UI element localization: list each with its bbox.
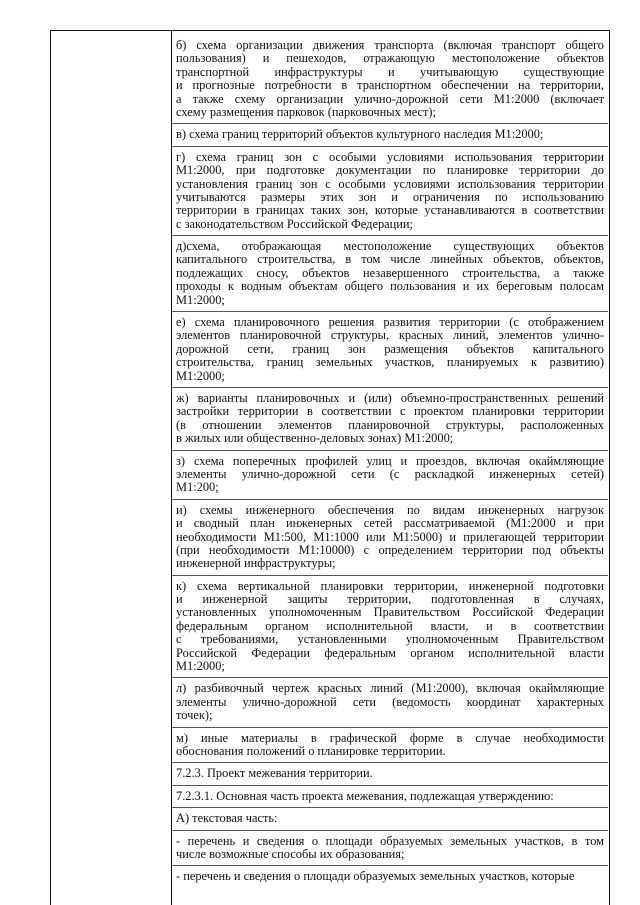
row-divider [172,146,608,147]
text-line: пользования) и пешеходов, отражающую местоположение объектов [176,51,604,66]
table-cell [176,452,604,498]
table-cell [176,36,604,122]
table-cell [176,577,604,677]
table-cell [176,867,604,886]
text-line: л) разбивочный чертеж красных линий (М1:2000), включая окаймляющие [176,681,604,696]
text-line: А) текстовая часть: [176,811,278,826]
text-line: с требованиями, установленными уполномоченным Правительством [176,632,604,647]
text-line: и прогнозные потребности в транспортном обеспечении на территории, [176,78,604,93]
text-line: (при необходимости М1:10000) с определением территории под объекты [176,542,604,557]
table-cell [176,679,604,725]
text-line: М1:2000; [176,292,225,307]
text-line: капитального строительства, в том числе линейных объектов, объектов, [176,252,604,267]
row-divider [172,387,608,388]
row-divider [172,677,608,678]
row-divider [172,123,608,124]
table-cell [176,832,604,865]
text-line: в) схема границ территорий объектов культурного наследия М1:2000; [176,127,544,142]
text-line: и инженерной защиты территории, подготовленная в случаях, [176,592,604,607]
row-divider [172,311,608,312]
text-line: М1:2000, при подготовке документации по планировке территории до [176,163,604,178]
text-line: элементы улично-дорожной сети (ведомость координат характерных [176,694,604,709]
text-line: г) схема границ зон с особыми условиями использования территории [176,149,604,164]
table-right-border [609,30,610,905]
row-divider [172,865,608,866]
text-line: 7.2.3. Проект межевания территории. [176,766,373,781]
table-cell [176,313,604,386]
text-line: установления границ зон с особыми условиями использования территории [176,176,604,191]
text-line: установленных уполномоченным Правительством Российской Федерации [176,605,604,620]
text-line: 7.2.3.1. Основная часть проекта межевания, подлежащая утверждению: [176,788,554,803]
text-line: схему размещения парковок (парковочных мест); [176,104,436,119]
text-line: элементы улично-дорожной сети (с раскладкой инженерных сетей) [176,466,604,481]
text-line: застройки территории в соответствии с проектом планировки территории [176,404,604,419]
row-divider [172,499,608,500]
table-cell [176,148,604,234]
table-cell [176,729,604,762]
column-divider [171,30,172,905]
text-line: - перечень и сведения о площади образуемых земельных участков, которые [176,869,575,884]
row-divider [172,450,608,451]
table-cell [176,787,604,806]
text-line: строительства, границ земельных участков, планируемых к развитию) [176,355,604,370]
row-divider [172,727,608,728]
text-line: транспортной инфраструктуры и учитывающую существующие [176,64,604,79]
text-line: М1:200; [176,480,219,495]
text-line: обоснования положений о планировке территории. [176,743,446,758]
text-line: М1:2000; [176,368,225,383]
table-cell [176,501,604,574]
row-divider [172,575,608,576]
text-line: з) схема поперечных профилей улиц и проездов, включая окаймляющие [176,453,604,468]
text-line: инженерной инфраструктуры; [176,556,336,571]
text-line: элементов планировочной структуры, красных линий, элементов улично- [176,328,604,343]
text-line: ж) варианты планировочных и (или) объемно-пространственных решений [176,390,604,405]
text-line: проходы к водным объектам общего пользования и их береговым полосам [176,279,604,294]
text-line: числе возможные способы их образования; [176,846,405,861]
text-line: Российской Федерации федеральным органом исполнительной власти [176,645,604,660]
text-line: (в отношении элементов планировочной структуры, расположенных [176,417,604,432]
table-cell [176,125,604,144]
text-line: в жилых или общественно-деловых зонах) М1:2000; [176,431,454,446]
text-line: территории в границах таких зон, которые устанавливаются в соответствии [176,203,604,218]
text-line: д)схема, отображающая местоположение существующих объектов [176,239,604,254]
text-line: учитываются размеры этих зон и ограничения по использованию [176,189,604,204]
text-line: дорожной сети, границ зон размещения объектов капитального [176,341,604,356]
table-cell [176,809,604,828]
text-line: б) схема организации движения транспорта (включая транспорт общего [176,38,604,52]
text-line: к) схема вертикальной планировки территории, инженерной подготовки [176,578,604,593]
text-line: с законодательством Российской Федерации; [176,216,413,231]
row-divider [172,762,608,763]
text-line: М1:2000; [176,659,225,674]
text-line: точек); [176,708,213,723]
table-right-column-text [176,36,604,887]
text-line: подлежащих сносу, объектов незавершенного строительства, а также [176,265,604,280]
row-divider [172,785,608,786]
text-line: необходимости М1:500, М1:1000 или М1:5000) и прилегающей территории [176,529,604,544]
table-cell [176,237,604,310]
text-line: м) иные материалы в графической форме в случае необходимости [176,730,604,745]
table-left-border [50,30,51,905]
text-line: и сводный план инженерных сетей рассматриваемой (М1:2000 и при [176,516,604,531]
row-divider [172,235,608,236]
text-line: федеральным органом исполнительной власти, и в соответствии [176,618,604,633]
row-divider [172,807,608,808]
text-line: - перечень и сведения о площади образуемых земельных участков, в том [176,833,604,848]
text-line: е) схема планировочного решения развития территории (с отображением [176,315,604,330]
table-cell [176,389,604,449]
table-top-border [50,30,610,31]
row-divider [172,830,608,831]
text-line: а также схему организации улично-дорожной сети М1:2000 (включает [176,91,604,106]
table-cell [176,764,604,783]
text-line: и) схемы инженерного обеспечения по видам инженерных нагрузок [176,502,604,517]
